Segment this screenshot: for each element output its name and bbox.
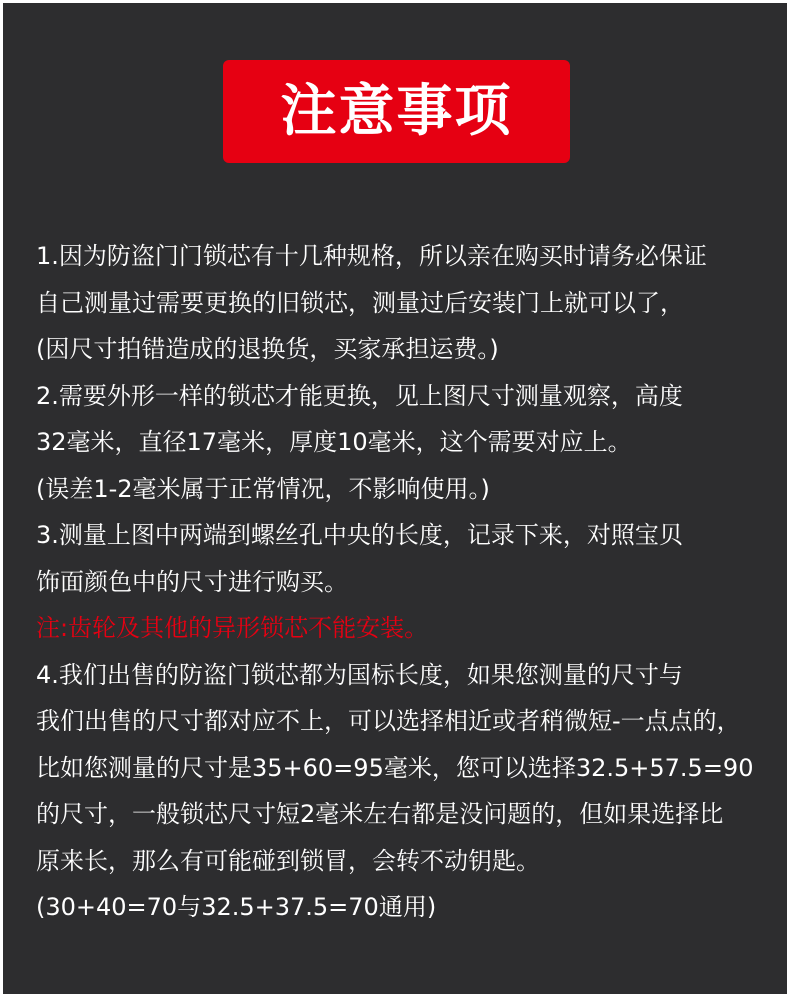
notice-line-5: 32毫米，直径17毫米，厚度10毫米，这个需要对应上。 bbox=[36, 428, 632, 456]
notice-line-7: 3.测量上图中两端到螺丝孔中央的长度，记录下来，对照宝贝 bbox=[36, 521, 683, 549]
notice-line-10: 4.我们出售的防盗门锁芯都为国标长度，如果您测量的尺寸与 bbox=[36, 660, 683, 689]
notice-line-1: 1.因为防盗门门锁芯有十几种规格，所以亲在购买时请务必保证 bbox=[36, 242, 707, 270]
notice-line-6: (误差1-2毫米属于正常情况，不影响使用。) bbox=[36, 474, 490, 503]
notice-line-8: 饰面颜色中的尺寸进行购买。 bbox=[36, 567, 348, 596]
warning-line: 注:齿轮及其他的异形锁芯不能安装。 bbox=[36, 614, 429, 642]
page-title: 注意事项 bbox=[280, 78, 513, 144]
notice-line-11: 我们出售的尺寸都对应不上，可以选择相近或者稍微短-一点点的， bbox=[36, 707, 741, 735]
notice-line-2: 自己测量过需要更换的旧锁芯，测量过后安装门上就可以了， bbox=[36, 288, 684, 317]
notice-line-13: 的尺寸，一般锁芯尺寸短2毫米左右都是没问题的，但如果选择比 bbox=[36, 800, 724, 828]
notice-line-15: (30+40=70与32.5+37.5=70通用) bbox=[36, 893, 437, 921]
notice-line-3: (因尺寸拍错造成的退换货，买家承担运费。) bbox=[36, 335, 499, 363]
notice-line-12: 比如您测量的尺寸是35+60=95毫米，您可以选择32.5+57.5=90 bbox=[36, 753, 754, 782]
notice-line-14: 原来长，那么有可能碰到锁冒，会转不动钥匙。 bbox=[36, 846, 540, 875]
notice-panel bbox=[3, 3, 787, 994]
notice-content bbox=[36, 233, 786, 931]
title-banner bbox=[223, 60, 570, 163]
notice-line-4: 2.需要外形一样的锁芯才能更换，见上图尺寸测量观察，高度 bbox=[36, 381, 683, 410]
